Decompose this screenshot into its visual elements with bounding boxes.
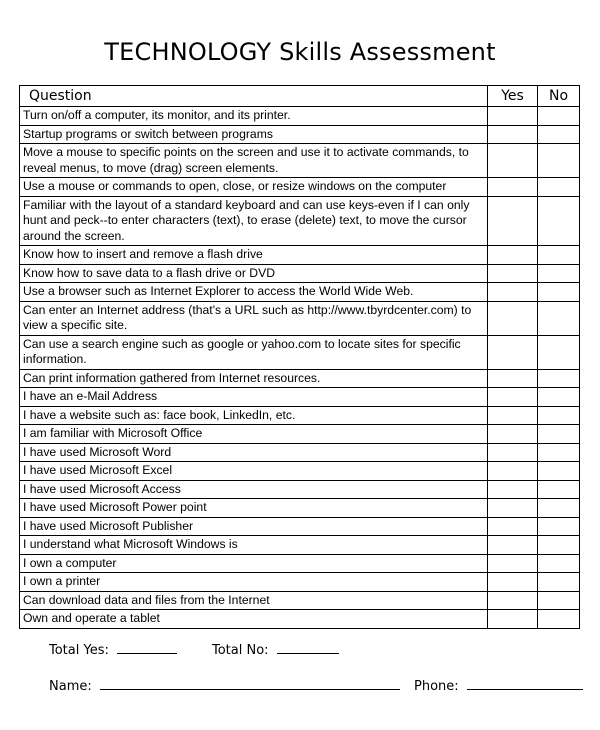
- no-answer-cell[interactable]: [538, 591, 580, 610]
- yes-answer-cell[interactable]: [488, 144, 538, 178]
- question-text: Can enter an Internet address (that's a URL such as http://www.tbyrdcenter.com) to view a specific site.: [20, 301, 488, 335]
- table-row: [20, 144, 580, 178]
- no-answer-cell[interactable]: [538, 283, 580, 302]
- question-text: Use a mouse or commands to open, close, or resize windows on the computer: [20, 178, 488, 197]
- yes-answer-cell[interactable]: [488, 388, 538, 407]
- no-answer-cell[interactable]: [538, 388, 580, 407]
- page-title: TECHNOLOGY Skills Assessment: [104, 38, 496, 66]
- table-row: [20, 196, 580, 246]
- yes-column-header: Yes: [488, 86, 538, 107]
- table-row: [20, 462, 580, 481]
- question-text: Familiar with the layout of a standard keyboard and can use keys-even if I can only hunt and peck--to enter characters (text), to erase (delete) text, to move the cursor around the screen.: [20, 196, 488, 246]
- yes-answer-cell[interactable]: [488, 536, 538, 555]
- phone-field[interactable]: [467, 677, 583, 690]
- table-row: [20, 443, 580, 462]
- question-text: Can print information gathered from Internet resources.: [20, 369, 488, 388]
- no-answer-cell[interactable]: [538, 554, 580, 573]
- question-text: Own and operate a tablet: [20, 610, 488, 629]
- table-row: [20, 125, 580, 144]
- question-text: Can download data and files from the Internet: [20, 591, 488, 610]
- question-text: Turn on/off a computer, its monitor, and its printer.: [20, 107, 488, 126]
- yes-answer-cell[interactable]: [488, 107, 538, 126]
- yes-answer-cell[interactable]: [488, 499, 538, 518]
- question-text: Know how to save data to a flash drive or DVD: [20, 264, 488, 283]
- no-answer-cell[interactable]: [538, 480, 580, 499]
- table-row: [20, 573, 580, 592]
- no-answer-cell[interactable]: [538, 196, 580, 246]
- table-row: [20, 264, 580, 283]
- yes-answer-cell[interactable]: [488, 335, 538, 369]
- yes-answer-cell[interactable]: [488, 369, 538, 388]
- no-answer-cell[interactable]: [538, 178, 580, 197]
- no-answer-cell[interactable]: [538, 246, 580, 265]
- yes-answer-cell[interactable]: [488, 125, 538, 144]
- table-header-row: [20, 86, 580, 107]
- table-row: [20, 283, 580, 302]
- table-row: [20, 499, 580, 518]
- no-answer-cell[interactable]: [538, 425, 580, 444]
- yes-answer-cell[interactable]: [488, 178, 538, 197]
- name-field[interactable]: [100, 677, 400, 690]
- no-answer-cell[interactable]: [538, 573, 580, 592]
- no-answer-cell[interactable]: [538, 536, 580, 555]
- name-label: Name:: [49, 679, 92, 694]
- question-text: Startup programs or switch between programs: [20, 125, 488, 144]
- yes-answer-cell[interactable]: [488, 301, 538, 335]
- question-text: I have an e-Mail Address: [20, 388, 488, 407]
- table-row: [20, 517, 580, 536]
- no-answer-cell[interactable]: [538, 335, 580, 369]
- table-row: [20, 610, 580, 629]
- yes-answer-cell[interactable]: [488, 517, 538, 536]
- yes-answer-cell[interactable]: [488, 196, 538, 246]
- table-row: [20, 536, 580, 555]
- total-no-field[interactable]: [277, 641, 339, 654]
- yes-answer-cell[interactable]: [488, 480, 538, 499]
- no-answer-cell[interactable]: [538, 499, 580, 518]
- question-column-header: Question: [20, 86, 488, 107]
- table-row: [20, 301, 580, 335]
- table-row: [20, 335, 580, 369]
- question-text: Use a browser such as Internet Explorer to access the World Wide Web.: [20, 283, 488, 302]
- question-text: Move a mouse to specific points on the screen and use it to activate commands, to reveal menus, to move (drag) screen elements.: [20, 144, 488, 178]
- table-row: [20, 178, 580, 197]
- no-column-header: No: [538, 86, 580, 107]
- no-answer-cell[interactable]: [538, 301, 580, 335]
- table-row: [20, 388, 580, 407]
- question-rows: [20, 107, 580, 629]
- table-row: [20, 246, 580, 265]
- no-answer-cell[interactable]: [538, 144, 580, 178]
- question-text: I am familiar with Microsoft Office: [20, 425, 488, 444]
- no-answer-cell[interactable]: [538, 369, 580, 388]
- question-text: I have used Microsoft Access: [20, 480, 488, 499]
- yes-answer-cell[interactable]: [488, 443, 538, 462]
- no-answer-cell[interactable]: [538, 264, 580, 283]
- table-row: [20, 406, 580, 425]
- yes-answer-cell[interactable]: [488, 264, 538, 283]
- yes-answer-cell[interactable]: [488, 462, 538, 481]
- no-answer-cell[interactable]: [538, 462, 580, 481]
- yes-answer-cell[interactable]: [488, 425, 538, 444]
- no-answer-cell[interactable]: [538, 406, 580, 425]
- yes-answer-cell[interactable]: [488, 554, 538, 573]
- question-text: I understand what Microsoft Windows is: [20, 536, 488, 555]
- yes-answer-cell[interactable]: [488, 406, 538, 425]
- yes-answer-cell[interactable]: [488, 246, 538, 265]
- no-answer-cell[interactable]: [538, 125, 580, 144]
- no-answer-cell[interactable]: [538, 443, 580, 462]
- question-text: I have a website such as: face book, LinkedIn, etc.: [20, 406, 488, 425]
- total-yes-label: Total Yes:: [49, 643, 109, 658]
- table-row: [20, 107, 580, 126]
- question-text: I own a computer: [20, 554, 488, 573]
- question-text: I have used Microsoft Excel: [20, 462, 488, 481]
- table-row: [20, 591, 580, 610]
- phone-label: Phone:: [414, 679, 459, 694]
- no-answer-cell[interactable]: [538, 107, 580, 126]
- table-row: [20, 554, 580, 573]
- question-text: I have used Microsoft Word: [20, 443, 488, 462]
- question-text: Can use a search engine such as google or yahoo.com to locate sites for specific information.: [20, 335, 488, 369]
- yes-answer-cell[interactable]: [488, 283, 538, 302]
- total-no-label: Total No:: [212, 643, 269, 658]
- no-answer-cell[interactable]: [538, 610, 580, 629]
- total-yes-field[interactable]: [117, 641, 177, 654]
- question-text: I own a printer: [20, 573, 488, 592]
- question-text: I have used Microsoft Publisher: [20, 517, 488, 536]
- table-row: [20, 480, 580, 499]
- yes-answer-cell[interactable]: [488, 610, 538, 629]
- question-text: I have used Microsoft Power point: [20, 499, 488, 518]
- assessment-table: [19, 85, 580, 629]
- yes-answer-cell[interactable]: [488, 591, 538, 610]
- table-row: [20, 369, 580, 388]
- question-text: Know how to insert and remove a flash drive: [20, 246, 488, 265]
- yes-answer-cell[interactable]: [488, 573, 538, 592]
- no-answer-cell[interactable]: [538, 517, 580, 536]
- table-row: [20, 425, 580, 444]
